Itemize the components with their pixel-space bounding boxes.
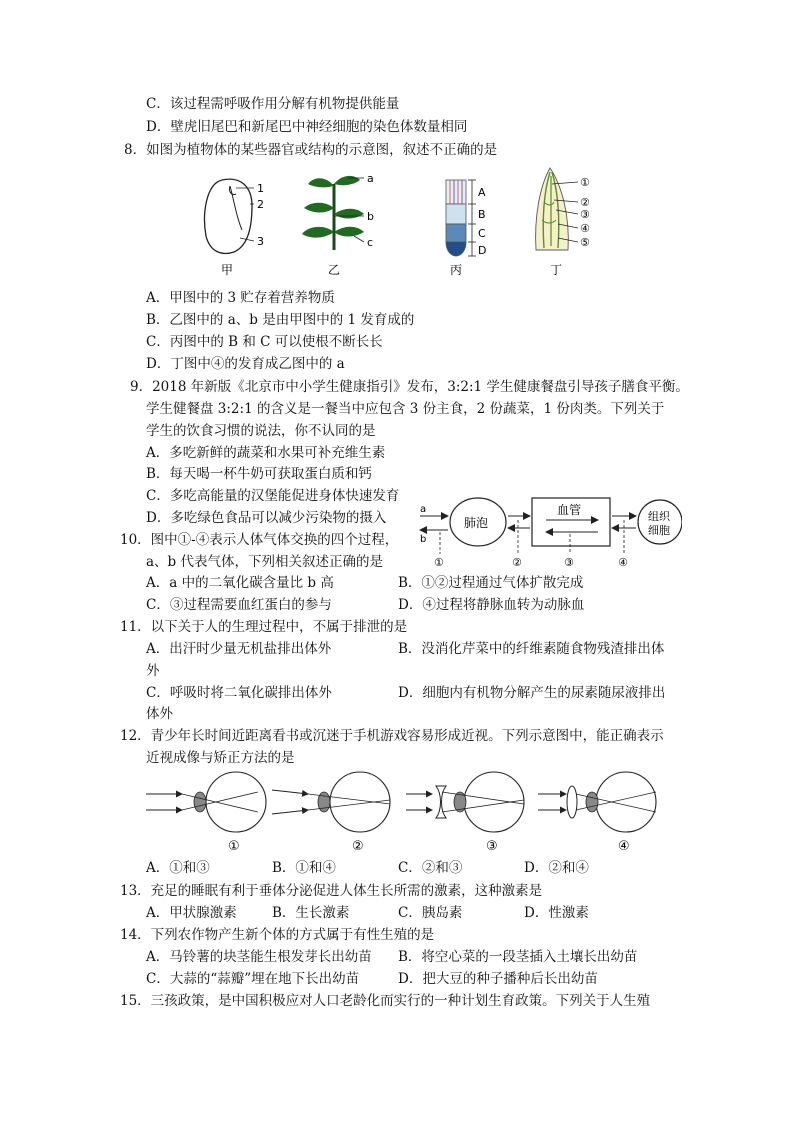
q7-option-d: D．壁虎旧尾巴和新尾巴中神经细胞的染色体数量相同 [146,119,468,135]
q8-option-b: B．乙图中的 a、b 是由甲图中的 1 发育成的 [146,312,415,328]
caption-yi: 乙 [328,263,341,277]
bud-label-5: ⑤ [580,236,590,249]
q13-option-d: D．性激素 [524,905,589,921]
process-3: ③ [564,556,574,569]
q9-option-a: A．多吃新鲜的蔬菜和水果可补充维生素 [146,445,386,461]
root-tip-diagram [446,180,486,277]
q9-option-d: D．多吃绿色食品可以减少污染物的摄入 [146,510,387,526]
q10-option-b: B．①②过程通过气体扩散完成 [398,575,584,591]
alveoli-label: 肺泡 [464,516,489,530]
process-4: ④ [618,556,628,569]
q10-option-d: D．④过程将静脉血转为动脉血 [398,597,585,613]
eye-number-2: ② [352,839,364,854]
q12-option-a: A．①和③ [146,860,210,876]
q7-option-c: C．该过程需呼吸作用分解有机物提供能量 [146,96,400,112]
bud-label-2: ② [580,196,590,209]
q9-stem-line3: 学生的饮食习惯的说法，你不认同的是 [146,423,376,439]
bud-label-4: ④ [580,222,590,235]
seedling-label-a: a [367,172,374,185]
q10-gas-exchange-figure [418,490,682,570]
bud-label-3: ③ [580,208,590,221]
q12-stem-line2: 近视成像与矫正方法的是 [146,750,295,766]
q8-stem: 8．如图为植物体的某些器官或结构的示意图，叙述不正确的是 [124,142,498,158]
bud-diagram [536,168,590,277]
q14-option-a: A．马铃薯的块茎能生根发芽长出幼苗 [146,949,372,965]
seedling-label-c: c [367,236,374,249]
q11-option-d-line2: 体外 [146,706,173,722]
seed-label-3: 3 [257,235,264,248]
root-label-c: C [478,227,486,240]
eye-diagram-3 [406,772,524,854]
process-2: ② [512,556,522,569]
bud-label-1: ① [580,176,590,189]
q9-stem-line2: 学生健餐盘 3:2:1 的含义是一餐当中应包含 3 份主食，2 份蔬菜，1 份肉类。下列关于 [146,401,665,417]
eye-diagram-1 [146,772,266,854]
root-label-d: D [478,244,487,257]
q10-option-c: C．③过程需要血红蛋白的参与 [146,597,332,613]
q11-option-c: C．呼吸时将二氧化碳排出体外 [146,685,332,701]
q8-plant-figure [196,166,616,282]
seedling-label-b: b [367,210,374,223]
q11-option-b-line1: B．没消化芹菜中的纤维素随食物残渣排出体 [398,641,665,657]
q14-option-c: C．大蒜的“蒜瓣”埋在地下长出幼苗 [146,971,360,987]
q8-option-d: D．丁图中④的发育成乙图中的 a [146,356,345,372]
caption-bing: 丙 [450,263,463,277]
q12-stem-line1: 12．青少年长时间近距离看书或沉迷于手机游戏容易形成近视。下列示意图中，能正确表示 [120,728,664,744]
q11-stem: 11．以下关于人的生理过程中，不属于排泄的是 [120,619,408,635]
tissue-label-1: 组织 [648,510,670,523]
seed-label-1: 1 [257,182,264,195]
q9-option-c: C．多吃高能量的汉堡能促进身体快速发育 [146,488,400,504]
eye-number-1: ① [228,839,240,854]
q14-option-d: D．把大豆的种子播种后长出幼苗 [398,971,598,987]
q12-eye-figure [142,770,662,854]
q12-option-b: B．①和④ [272,860,336,876]
q13-option-c: C．胰岛素 [398,905,463,921]
q15-stem: 15．三孩政策，是中国积极应对人口老龄化而实行的一种计划生育政策。下列关于人生殖 [120,993,651,1009]
q10-option-a: A．a 中的二氧化碳含量比 b 高 [146,575,334,591]
eye-number-3: ③ [486,839,498,854]
gas-label-b: b [420,534,427,545]
q8-option-c: C．丙图中的 B 和 C 可以使根不断长长 [146,334,383,350]
process-1: ① [434,556,444,569]
q10-stem-line2: a、b 代表气体，下列相关叙述正确的是 [146,554,383,570]
q9-stem-line1: 9．2018 年新版《北京市中小学生健康指引》发布，3:2:1 学生健康餐盘引导孩子膳食平衡。 [130,379,689,395]
seedling-diagram [302,172,374,277]
tissue-label-2: 细胞 [648,524,670,537]
q13-option-a: A．甲状腺激素 [146,905,237,921]
gas-label-a: a [420,504,427,515]
q9-option-b: B．每天喝一杯牛奶可获取蛋白质和钙 [146,466,372,482]
q12-option-d: D．②和④ [524,860,589,876]
eye-diagram-2 [272,772,390,854]
vessel-label: 血管 [557,503,582,517]
q11-option-d-line1: D．细胞内有机物分解产生的尿素随尿液排出 [398,685,666,701]
eye-number-4: ④ [618,839,630,854]
q13-option-b: B．生长激素 [272,905,350,921]
root-label-a: A [478,186,486,199]
q8-option-a: A．甲图中的 3 贮存着营养物质 [146,290,335,306]
q11-option-b-line2: 外 [146,663,160,679]
eye-diagram-4 [538,772,656,854]
caption-ding: 丁 [550,263,563,277]
root-label-b: B [478,208,486,221]
q14-option-b: B．将空心菜的一段茎插入土壤长出幼苗 [398,949,638,965]
seed-diagram [205,179,264,277]
q12-option-c: C．②和③ [398,860,463,876]
q10-stem-line1: 10．图中①-④表示人体气体交换的四个过程， [120,532,399,548]
caption-jia: 甲 [221,263,234,277]
q11-option-a: A．出汗时少量无机盐排出体外 [146,641,332,657]
q14-stem: 14．下列农作物产生新个体的方式属于有性生殖的是 [120,927,435,943]
seed-label-2: 2 [257,198,264,211]
q13-stem: 13．充足的睡眠有利于垂体分泌促进人体生长所需的激素，这种激素是 [120,883,543,899]
